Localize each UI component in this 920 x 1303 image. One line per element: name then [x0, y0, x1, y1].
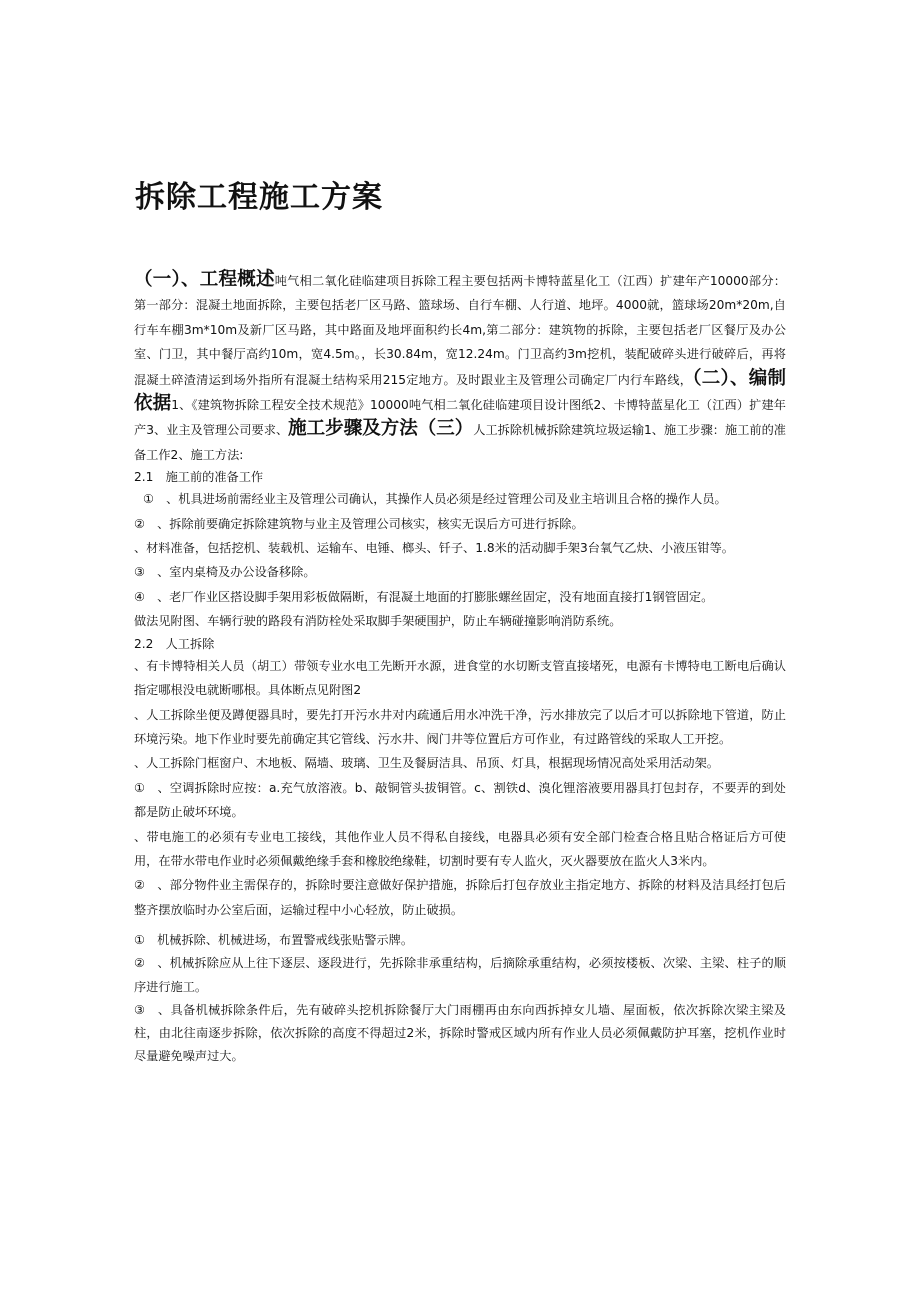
intro-paragraph: [134, 268, 786, 467]
section-heading: 2.2 人工拆除: [134, 636, 215, 651]
section-heading: 2.1 施工前的准备工作: [134, 470, 264, 485]
paragraph: 、人工拆除门框窗户、木地板、隔墙、玻璃、卫生及餐厨洁具、吊顶、灯具，根据现场情况高处采用活动架。: [134, 756, 719, 771]
paragraph: 、材料准备，包括挖机、装载机、运输车、电锤、榔头、钎子、1.8米的活动脚手架3台氧气乙炔、小液压钳等。: [134, 541, 734, 556]
heading-steps: 施工步骤及方法（三）: [288, 418, 474, 440]
paragraph: ③ 、具备机械拆除条件后，先有破碎头挖机拆除餐厅大门雨棚再由东向西拆掉女儿墙、屋面板，依次拆除次梁主梁及柱，由北往南逐步拆除，依次拆除的高度不得超过2米，拆除时警戒区域内所有作业人员必须佩戴防护耳塞，挖机作业时尽量避免噪声过大。: [134, 1002, 786, 1064]
basis-text: 1、《建筑物拆除工程安全技术规范》10000吨气相二氧化硅临建项目设计图纸2、卡博特蓝星化工（江西）扩建年产3、业主及管理公司要求、: [134, 398, 786, 438]
paragraph: ② 、部分物件业主需保存的，拆除时要注意做好保护措施，拆除后打包存放业主指定地方、拆除的材料及洁具经打包后整齐摆放临时办公室后面，运输过程中小心轻放，防止破损。: [134, 878, 786, 917]
heading-basis: （二）、编制依据: [134, 367, 786, 415]
paragraph: 做法见附图、车辆行驶的路段有消防栓处采取脚手架硬围护，防止车辆碰撞影响消防系统。: [134, 614, 622, 629]
heading-overview: （一）、工程概述: [134, 269, 275, 290]
document-title: 拆除工程施工方案: [135, 180, 383, 215]
steps-text: 人工拆除机械拆除建筑垃圾运输1、施工步骤：施工前的准备工作2、施工方法:: [134, 423, 786, 462]
paragraph: ① 、空调拆除时应按：a.充气放溶液。b、敲铜管头拔铜管。c、割铁d、溴化锂溶液要用器具打包封存，不要弄的到处都是防止破坏环境。: [134, 780, 786, 820]
overview-text: 吨气相二氧化硅临建项目拆除工程主要包括两卡博特蓝星化工（江西）扩建年产10000部分：第一部分：混凝土地面拆除，主要包括老厂区马路、篮球场、自行车棚、人行道、地坪。4000就，篮球场20m*20m,自行车车棚3m*10m及新厂区马路，其中路面及地坪面积约长4m,第二部分：建筑物的拆除，主要包括老厂区餐厅及办公室、门卫，其中餐厅高约10m，宽4.5m。，长30.84m，宽12.24m。门卫高约3m挖机，装配破碎头进行破碎后，再将混凝土碎渣清运到场外指所有混凝土结构采用215定地方。及时跟业主及管理公司确定厂内行车路线，: [134, 274, 786, 387]
paragraph: ① 机械拆除、机械进场，布置警戒线张贴警示牌。: [134, 933, 414, 948]
document-body: [134, 268, 786, 1068]
paragraph: 、带电施工的必须有专业电工接线，其他作业人员不得私自接线，电器具必须有安全部门检查合格且贴合格证后方可使用，在带水带电作业时必须佩戴绝缘手套和橡胶绝缘鞋，切割时要有专人监火，灭火器要放在监火人3米内。: [134, 829, 786, 868]
paragraph: 、有卡博特相关人员（胡工）带领专业水电工先断开水源，进食堂的水切断支管直接堵死，电源有卡博特电工断电后确认指定哪根没电就断哪根。具体断点见附图2: [134, 658, 786, 698]
paragraph: ② 、拆除前要确定拆除建筑物与业主及管理公司核实，核实无误后方可进行拆除。: [134, 516, 584, 531]
paragraph: ② 、机械拆除应从上往下逐层、逐段进行，先拆除非承重结构，后摘除承重结构，必须按楼板、次梁、主梁、柱子的顺序进行施工。: [134, 956, 786, 994]
paragraph: 、人工拆除坐便及蹲便器具时，要先打开污水井对内疏通后用水冲洗干净，污水排放完了以后才可以拆除地下管道，防止环境污染。地下作业时要先前确定其它管线、污水井、阀门井等位置后方可作业，有过路管线的采取人工开挖。: [134, 707, 786, 746]
paragraph: ④ 、老厂作业区搭设脚手架用彩板做隔断，有混凝土地面的打膨胀螺丝固定，没有地面直接打1钢管固定。: [134, 589, 714, 604]
paragraph: ③ 、室内桌椅及办公设备移除。: [134, 565, 316, 580]
paragraph: ① 、机具进场前需经业主及管理公司确认，其操作人员必须是经过管理公司及业主培训且合格的操作人员。: [143, 492, 727, 507]
